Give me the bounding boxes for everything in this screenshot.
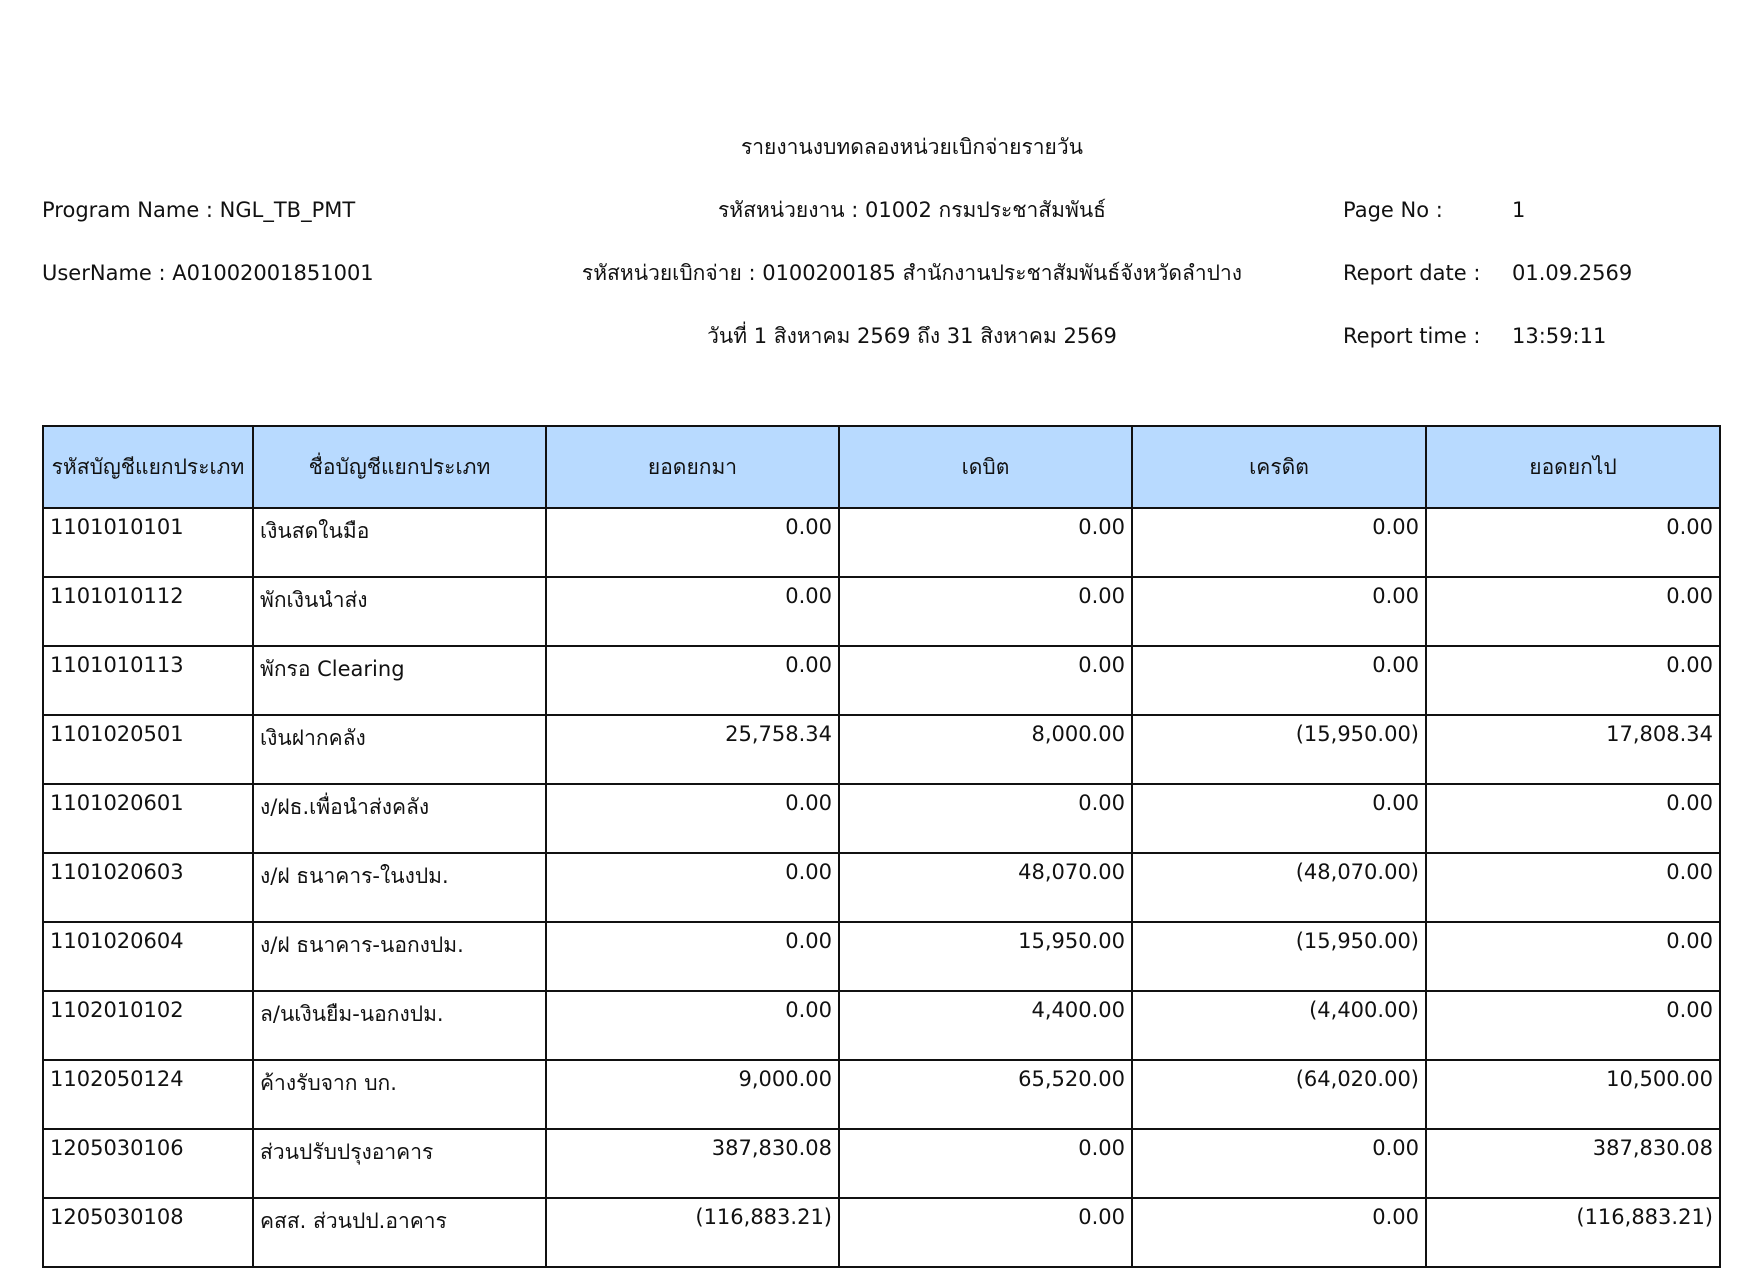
col-header-credit: เครดิต — [1132, 426, 1426, 508]
account-name-cell: ค้างรับจาก บก. — [253, 1060, 546, 1129]
opening-balance-cell: (116,883.21) — [546, 1198, 839, 1267]
report-title: รายงานงบทดลองหน่วยเบิกจ่ายรายวัน — [740, 135, 1084, 159]
account-name-cell: ล/นเงินยืม-นอกงปม. — [253, 991, 546, 1060]
account-name-cell: เงินสดในมือ — [253, 508, 546, 577]
debit-cell: 15,950.00 — [839, 922, 1132, 991]
account-name-cell: พักรอ Clearing — [253, 646, 546, 715]
closing-balance-cell: 387,830.08 — [1426, 1129, 1720, 1198]
account-name-cell: พักเงินนำส่ง — [253, 577, 546, 646]
report-time-label: Report time : — [1343, 324, 1481, 348]
debit-cell: 48,070.00 — [839, 853, 1132, 922]
program-name: Program Name : NGL_TB_PMT — [42, 198, 356, 222]
debit-cell: 65,520.00 — [839, 1060, 1132, 1129]
credit-cell: (4,400.00) — [1132, 991, 1426, 1060]
account-code-cell: 1102050124 — [43, 1060, 253, 1129]
account-name-cell: คสส. ส่วนปป.อาคาร — [253, 1198, 546, 1267]
credit-cell: 0.00 — [1132, 508, 1426, 577]
debit-cell: 4,400.00 — [839, 991, 1132, 1060]
col-header-closing-balance: ยอดยกไป — [1426, 426, 1720, 508]
table-row — [43, 646, 1720, 715]
account-code-cell: 1101020604 — [43, 922, 253, 991]
closing-balance-cell: 17,808.34 — [1426, 715, 1720, 784]
table-row — [43, 991, 1720, 1060]
opening-balance-cell: 0.00 — [546, 784, 839, 853]
account-name-cell: ง/ฝ ธนาคาร-นอกงปม. — [253, 922, 546, 991]
debit-cell: 0.00 — [839, 1198, 1132, 1267]
credit-cell: 0.00 — [1132, 646, 1426, 715]
credit-cell: 0.00 — [1132, 577, 1426, 646]
account-name-cell: ง/ฝธ.เพื่อนำส่งคลัง — [253, 784, 546, 853]
col-header-account-code: รหัสบัญชีแยกประเภท — [43, 426, 253, 508]
closing-balance-cell: (116,883.21) — [1426, 1198, 1720, 1267]
account-code-cell: 1101020603 — [43, 853, 253, 922]
account-name-cell: ง/ฝ ธนาคาร-ในงปม. — [253, 853, 546, 922]
debit-cell: 8,000.00 — [839, 715, 1132, 784]
page-no-label: Page No : — [1343, 198, 1443, 222]
credit-cell: (15,950.00) — [1132, 922, 1426, 991]
account-code-cell: 1101010101 — [43, 508, 253, 577]
closing-balance-cell: 0.00 — [1426, 922, 1720, 991]
report-time-value: 13:59:11 — [1512, 324, 1607, 348]
closing-balance-cell: 10,500.00 — [1426, 1060, 1720, 1129]
account-name-cell: เงินฝากคลัง — [253, 715, 546, 784]
table-row — [43, 1129, 1720, 1198]
user-name: UserName : A01002001851001 — [42, 261, 374, 285]
debit-cell: 0.00 — [839, 646, 1132, 715]
credit-cell: (15,950.00) — [1132, 715, 1426, 784]
table-row — [43, 715, 1720, 784]
table-row — [43, 853, 1720, 922]
credit-cell: (64,020.00) — [1132, 1060, 1426, 1129]
opening-balance-cell: 0.00 — [546, 853, 839, 922]
debit-cell: 0.00 — [839, 577, 1132, 646]
account-code-cell: 1205030108 — [43, 1198, 253, 1267]
opening-balance-cell: 387,830.08 — [546, 1129, 839, 1198]
disbursement-unit-line: รหัสหน่วยเบิกจ่าย : 0100200185 สำนักงานประชาสัมพันธ์จังหวัดลำปาง — [581, 261, 1243, 285]
opening-balance-cell: 0.00 — [546, 646, 839, 715]
account-name-cell: ส่วนปรับปรุงอาคาร — [253, 1129, 546, 1198]
report-date-value: 01.09.2569 — [1512, 261, 1633, 285]
debit-cell: 0.00 — [839, 784, 1132, 853]
account-code-cell: 1101010113 — [43, 646, 253, 715]
table-row — [43, 784, 1720, 853]
table-body — [43, 508, 1720, 1267]
opening-balance-cell: 9,000.00 — [546, 1060, 839, 1129]
credit-cell: 0.00 — [1132, 784, 1426, 853]
opening-balance-cell: 0.00 — [546, 508, 839, 577]
closing-balance-cell: 0.00 — [1426, 508, 1720, 577]
col-header-debit: เดบิต — [839, 426, 1132, 508]
table-row — [43, 1198, 1720, 1267]
account-code-cell: 1205030106 — [43, 1129, 253, 1198]
page-no-value: 1 — [1512, 198, 1526, 222]
table-header-row — [43, 426, 1720, 508]
opening-balance-cell: 0.00 — [546, 922, 839, 991]
account-code-cell: 1101010112 — [43, 577, 253, 646]
agency-line: รหัสหน่วยงาน : 01002 กรมประชาสัมพันธ์ — [718, 198, 1106, 222]
credit-cell: 0.00 — [1132, 1129, 1426, 1198]
account-code-cell: 1101020501 — [43, 715, 253, 784]
account-code-cell: 1102010102 — [43, 991, 253, 1060]
table-row — [43, 577, 1720, 646]
table-row — [43, 922, 1720, 991]
trial-balance-table — [42, 425, 1721, 1268]
col-header-account-name: ชื่อบัญชีแยกประเภท — [253, 426, 546, 508]
opening-balance-cell: 0.00 — [546, 577, 839, 646]
table-row — [43, 1060, 1720, 1129]
opening-balance-cell: 25,758.34 — [546, 715, 839, 784]
period-line: วันที่ 1 สิงหาคม 2569 ถึง 31 สิงหาคม 2569 — [707, 324, 1117, 348]
credit-cell: 0.00 — [1132, 1198, 1426, 1267]
debit-cell: 0.00 — [839, 1129, 1132, 1198]
account-code-cell: 1101020601 — [43, 784, 253, 853]
closing-balance-cell: 0.00 — [1426, 577, 1720, 646]
col-header-opening-balance: ยอดยกมา — [546, 426, 839, 508]
closing-balance-cell: 0.00 — [1426, 784, 1720, 853]
closing-balance-cell: 0.00 — [1426, 646, 1720, 715]
credit-cell: (48,070.00) — [1132, 853, 1426, 922]
closing-balance-cell: 0.00 — [1426, 853, 1720, 922]
closing-balance-cell: 0.00 — [1426, 991, 1720, 1060]
opening-balance-cell: 0.00 — [546, 991, 839, 1060]
debit-cell: 0.00 — [839, 508, 1132, 577]
report-date-label: Report date : — [1343, 261, 1481, 285]
table-row — [43, 508, 1720, 577]
